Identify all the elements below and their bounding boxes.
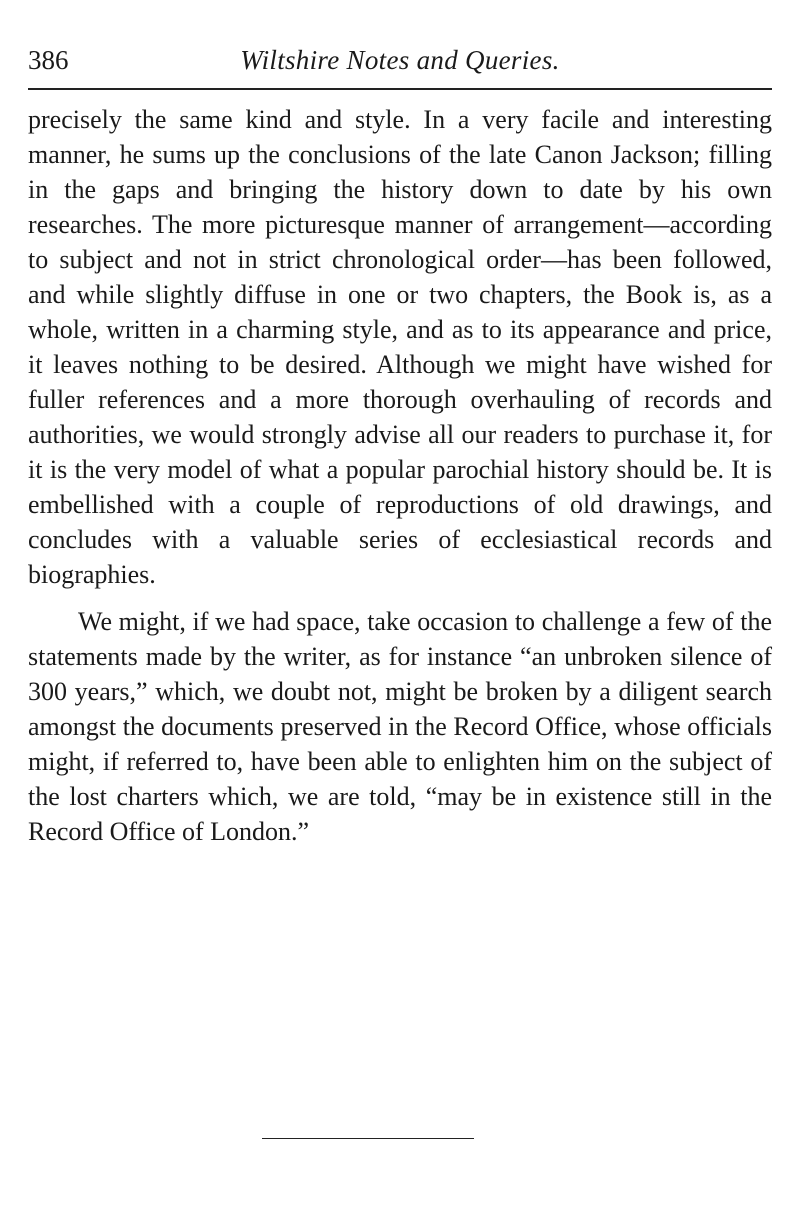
closing-rule	[262, 1138, 474, 1139]
paragraph-2: We might, if we had space, take occasion to challenge a few of the statements made by the writer, as for instance “an unbroken silence of 300 years,” which, we doubt not, might be broken by a diligent search amongst the documents preserved in the Record Office, whose officials might, if referred to, have been able to enlighten him on the subject of the lost charters which, we are told, “may be in existence still in the Record Office of London.”	[28, 607, 772, 846]
running-title: Wiltshire Notes and Queries.	[240, 45, 560, 75]
running-head	[28, 40, 772, 80]
paragraph-1: precisely the same kind and style. In a very facile and interesting manner, he sums up the conclusions of the late Canon Jackson; filling in the gaps and bringing the history down to date by his own researches. The more picturesque manner of arrangement—according to subject and not in strict chronological order—has been followed, and while slightly diffuse in one or two chapters, the Book is, as a whole, written in a charming style, and as to its appearance and price, it leaves nothing to be desired. Although we might have wished for fuller references and a more thorough overhauling of records and authorities, we would strongly advise all our readers to purchase it, for it is the very model of what a popular parochial history should be. It is embellished with a couple of reproductions of old drawings, and concludes with a valuable series of ecclesiastical records and biographies.	[28, 105, 772, 589]
header-rule	[28, 88, 772, 90]
body-text	[28, 102, 772, 849]
page-number: 386	[28, 45, 69, 75]
